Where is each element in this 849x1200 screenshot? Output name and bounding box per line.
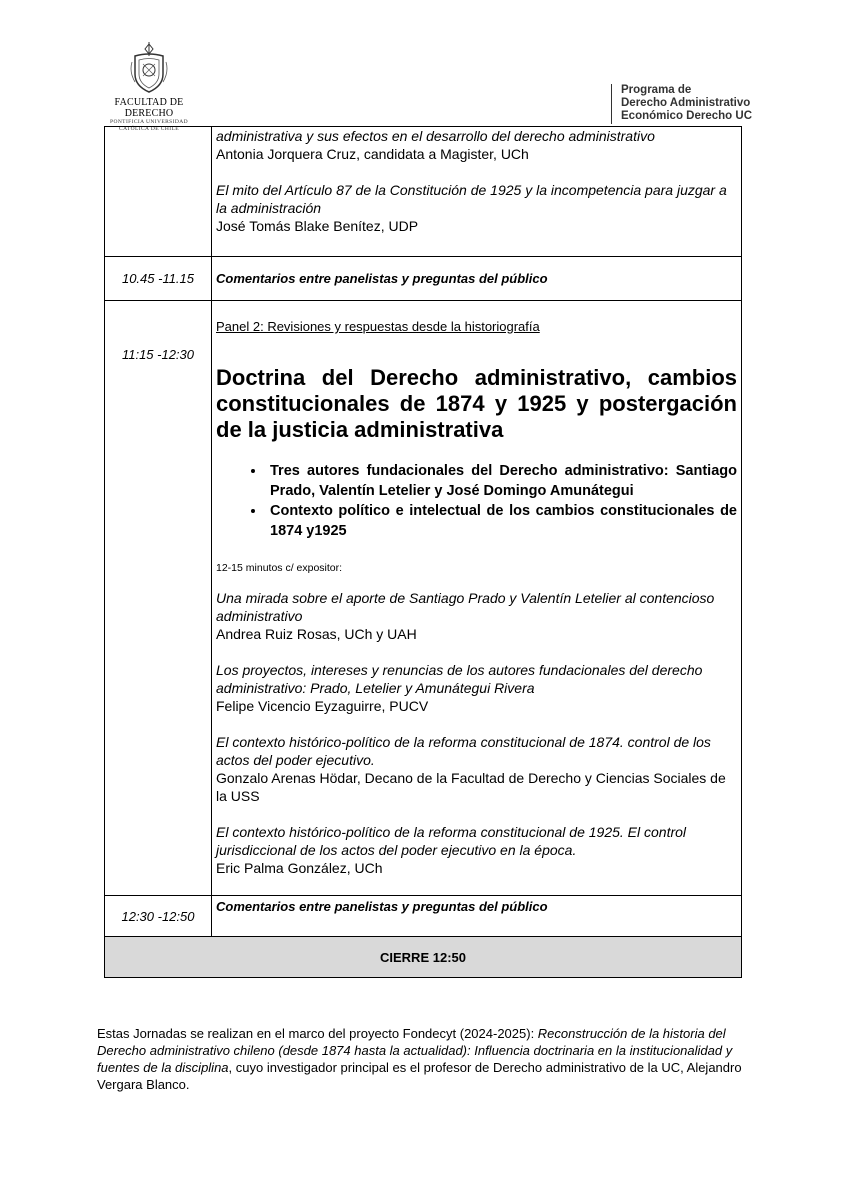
faculty-name: FACULTAD DE DERECHO [114, 97, 184, 119]
talk-speaker: José Tomás Blake Benítez, UDP [216, 218, 419, 234]
talk-title: El mito del Artículo 87 de la Constitución de 1925 y la incompetencia para juzgar a la administración [216, 182, 727, 216]
page-header [0, 0, 849, 130]
table-row [105, 301, 742, 896]
footer-text-2: , cuyo investigador principal es el profesor de Derecho administrativo de la UC, Alejandro Vergara Blanco. [97, 1060, 742, 1092]
topics-list [216, 461, 737, 541]
footer-text-1: Estas Jornadas se realizan en el marco del proyecto Fondecyt (2024-2025): [97, 1026, 538, 1041]
talk-speaker: Felipe Vicencio Eyzaguirre, PUCV [216, 698, 429, 714]
program-line-1: Programa de [621, 84, 692, 96]
talk-title: El contexto histórico-político de la reforma constitucional de 1874. control de los actos del poder ejecutivo. [216, 734, 711, 768]
session-title: Doctrina del Derecho administrativo, cambios constitucionales de 1874 y 1925 y postergación de la justicia administrativa [216, 365, 737, 442]
time-cell: 11:15 -12:30 [105, 301, 212, 896]
talk-title: Los proyectos, intereses y renuncias de los autores fundacionales del derecho administrativo: Prado, Letelier y Amunátegui Rivera [216, 662, 703, 696]
faculty-crest-icon [129, 42, 169, 94]
content-cell [212, 257, 742, 301]
table-row [105, 257, 742, 301]
content-cell [212, 127, 742, 257]
list-item: • Tres autores fundacionales del Derecho administrativo: Santiago Prado, Valentín Letelier y José Domingo Amunátegui [266, 461, 737, 501]
comments-text: Comentarios entre panelistas y preguntas del público [216, 899, 548, 914]
faculty-subtitle-2: CATÓLICA DE CHILE [119, 126, 179, 132]
content-cell [212, 301, 742, 896]
content-cell [212, 896, 742, 937]
program-line-3: Económico Derecho UC [621, 110, 752, 122]
table-row [105, 896, 742, 937]
talk-speaker: Antonia Jorquera Cruz, candidata a Magister, UCh [216, 146, 529, 162]
project-title: Reconstrucción de la historia del Derecho administrativo chileno (desde 1874 hasta la actualidad): Influencia doctrinaria en la institucionalidad y fuentes de la disciplina [97, 1026, 733, 1075]
footer-note [97, 1025, 757, 1093]
program-logo [611, 84, 752, 124]
time-cell: 12:30 -12:50 [105, 896, 212, 937]
talk-title: administrativa y sus efectos en el desarrollo del derecho administrativo [216, 128, 655, 144]
faculty-subtitle-1: PONTIFICIA UNIVERSIDAD [109, 119, 188, 125]
time-cell: 10.45 -11.15 [105, 257, 212, 301]
talk-speaker: Gonzalo Arenas Hödar, Decano de la Facultad de Derecho y Ciencias Sociales de la USS [216, 770, 726, 804]
duration-note: 12-15 minutos c/ expositor: [216, 562, 343, 574]
closing-cell: CIERRE 12:50 [105, 937, 742, 978]
talk-title: Una mirada sobre el aporte de Santiago Prado y Valentín Letelier al contencioso administrativo [216, 590, 715, 624]
talk-speaker: Eric Palma González, UCh [216, 860, 383, 876]
program-table [104, 126, 742, 978]
comments-text: Comentarios entre panelistas y preguntas del público [216, 270, 548, 286]
time-cell [105, 127, 212, 257]
list-item: • Contexto político e intelectual de los cambios constitucionales de 1874 y1925 [266, 501, 737, 541]
panel-title: Panel 2: Revisiones y respuestas desde la historiografía [216, 319, 540, 334]
table-row [105, 127, 742, 257]
table-row [105, 937, 742, 978]
talk-title: El contexto histórico-político de la reforma constitucional de 1925. El control jurisdiccional de los actos del poder ejecutivo en la época. [216, 824, 687, 858]
talk-speaker: Andrea Ruiz Rosas, UCh y UAH [216, 626, 417, 642]
program-line-2: Derecho Administrativo [621, 97, 751, 109]
faculty-logo [96, 42, 202, 133]
